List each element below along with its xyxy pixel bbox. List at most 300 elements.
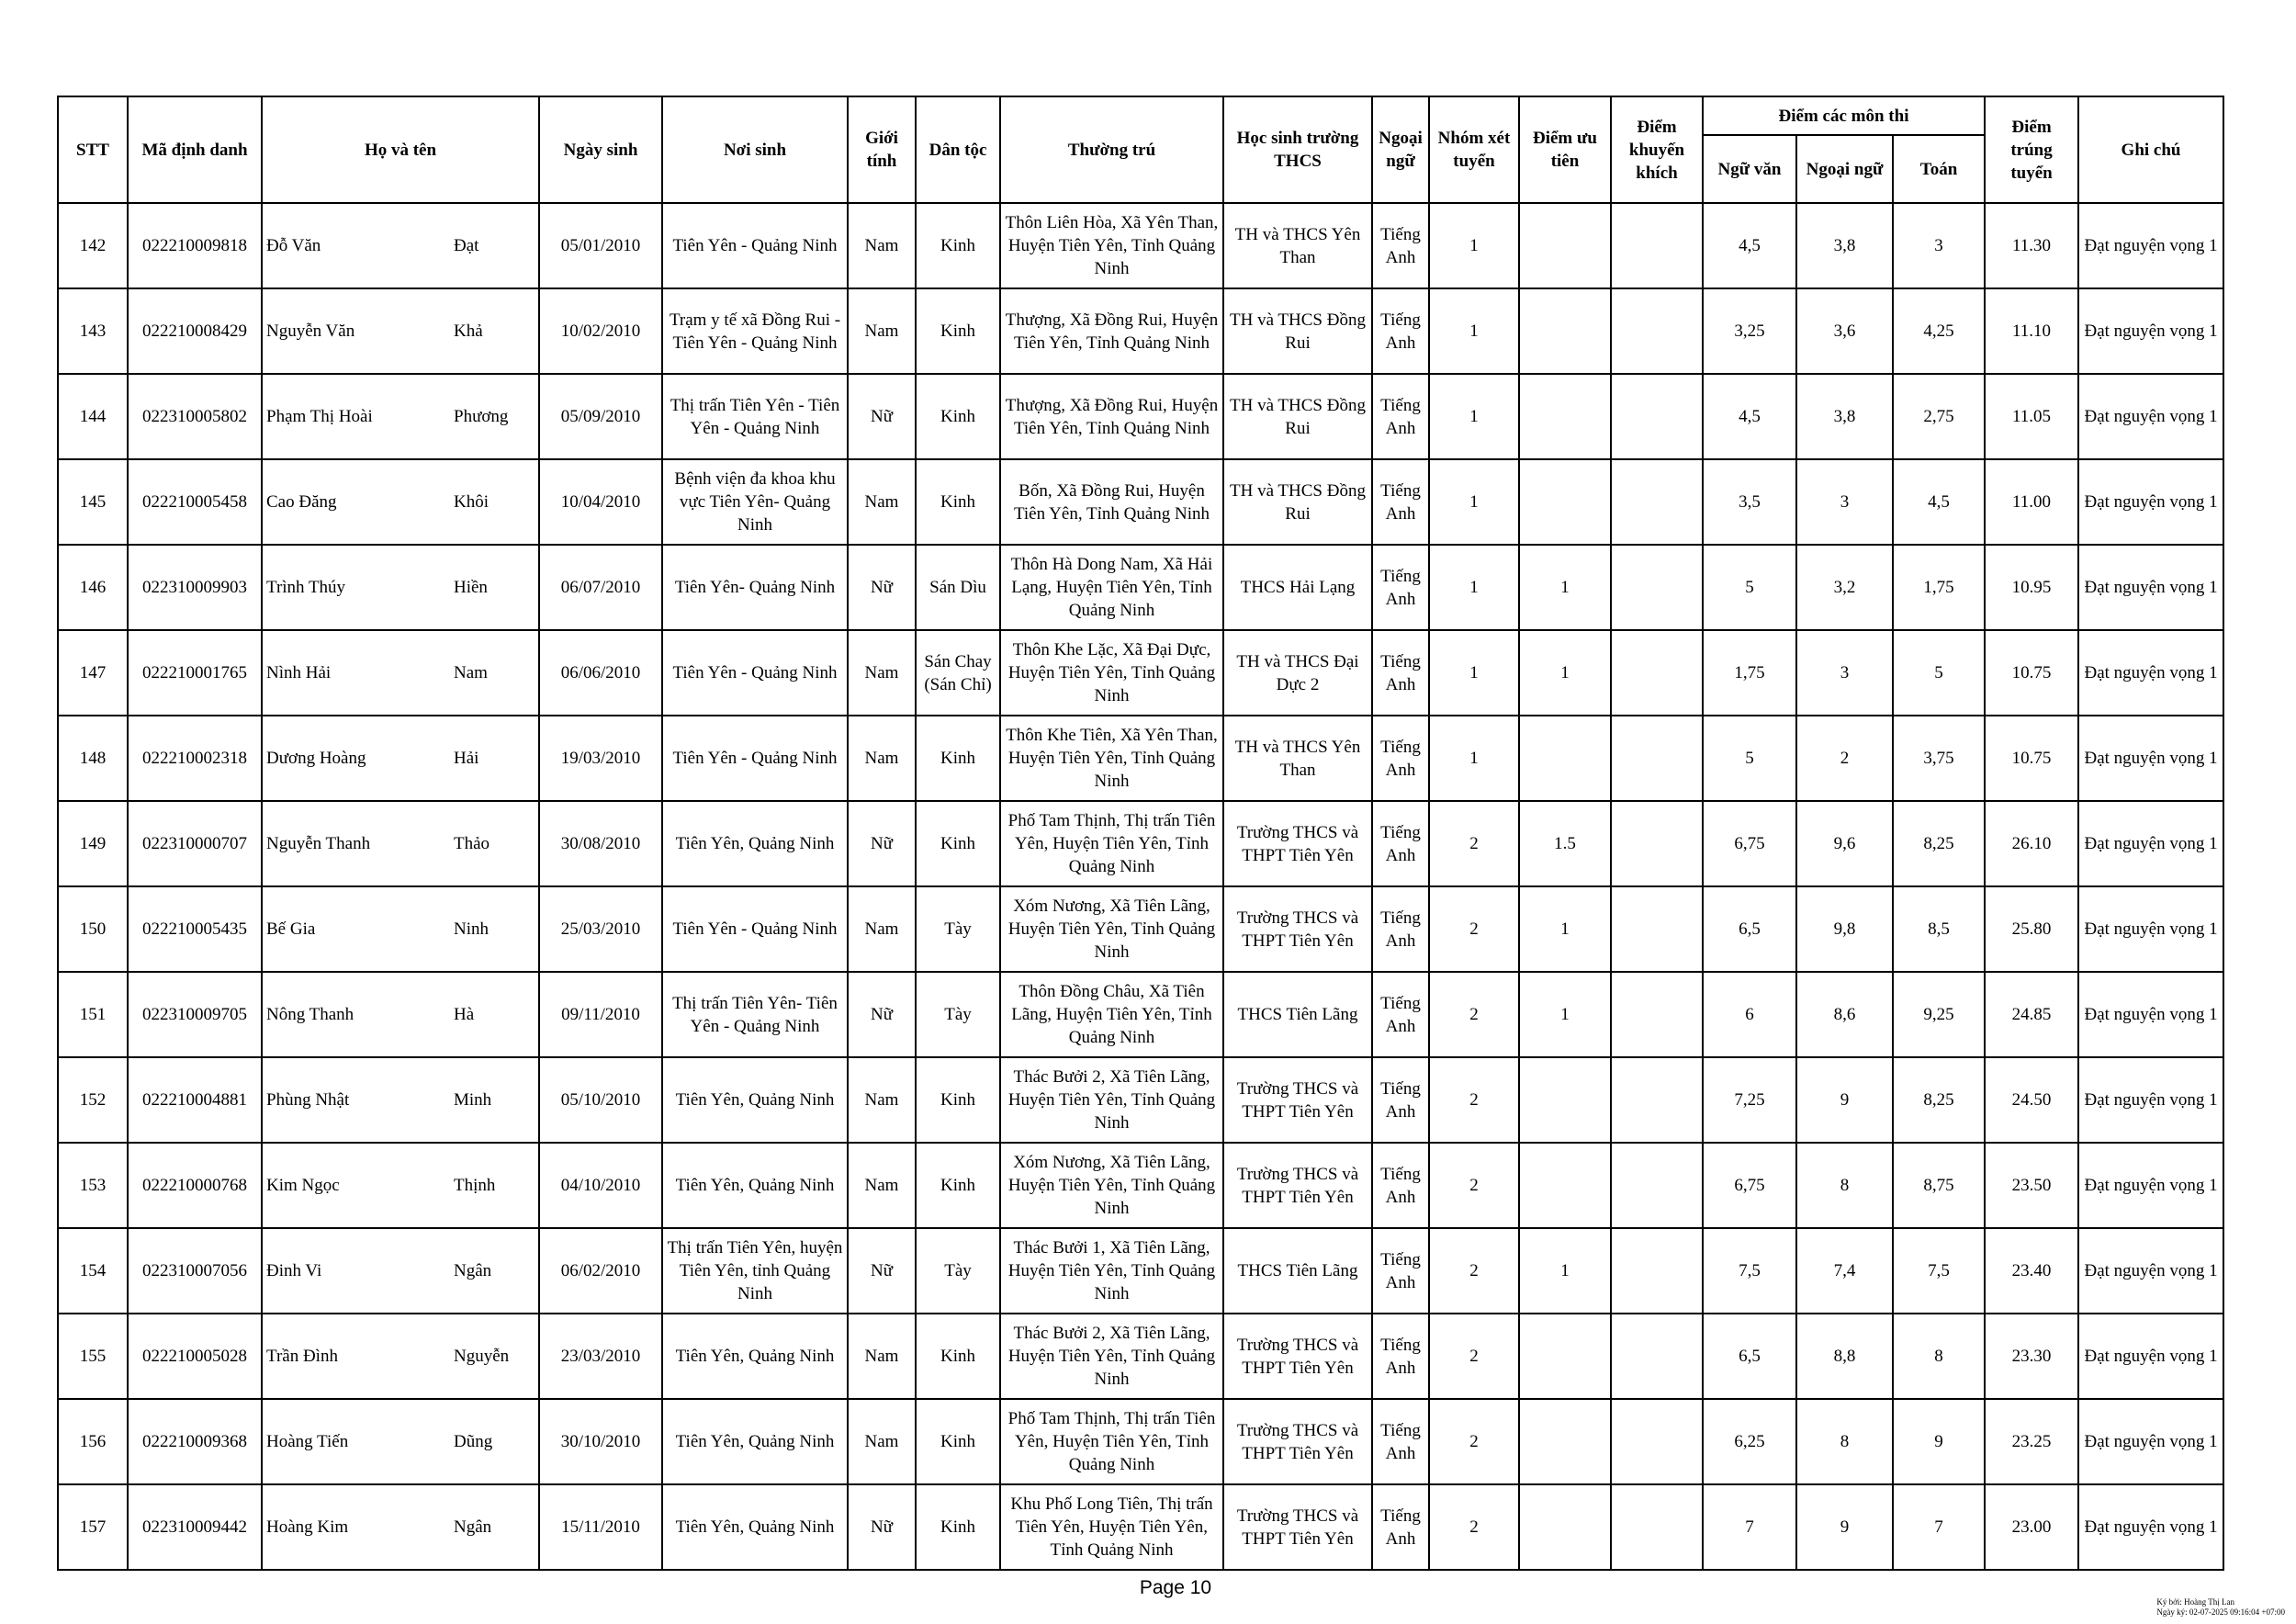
cell-stt: 144 xyxy=(58,374,128,459)
cell-language: Tiếng Anh xyxy=(1372,1484,1429,1570)
table-row xyxy=(58,288,2223,374)
cell-ethnicity: Kinh xyxy=(916,716,1000,801)
cell-id: 022310000707 xyxy=(128,801,262,886)
given-name: Nam xyxy=(454,663,488,682)
cell-birthplace: Tiên Yên - Quảng Ninh xyxy=(662,630,848,716)
cell-total: 11.00 xyxy=(1985,459,2078,545)
cell-full-name xyxy=(262,716,539,801)
cell-school: TH và THCS Đại Dực 2 xyxy=(1223,630,1372,716)
cell-foreign-language: 8 xyxy=(1796,1399,1893,1484)
cell-residence: Thác Bưởi 2, Xã Tiên Lãng, Huyện Tiên Yên, Tỉnh Quảng Ninh xyxy=(1000,1057,1223,1143)
cell-residence: Phố Tam Thịnh, Thị trấn Tiên Yên, Huyện Tiên Yên, Tỉnh Quảng Ninh xyxy=(1000,801,1223,886)
cell-note: Đạt nguyện vọng 1 xyxy=(2078,972,2223,1057)
cell-note: Đạt nguyện vọng 1 xyxy=(2078,459,2223,545)
cell-foreign-language: 9,6 xyxy=(1796,801,1893,886)
cell-language: Tiếng Anh xyxy=(1372,801,1429,886)
cell-foreign-language: 9,8 xyxy=(1796,886,1893,972)
cell-group: 1 xyxy=(1429,545,1519,630)
header-stt: STT xyxy=(58,96,128,203)
cell-ethnicity: Tày xyxy=(916,972,1000,1057)
given-name: Khôi xyxy=(454,492,489,512)
header-id: Mã định danh xyxy=(128,96,262,203)
cell-residence: Thượng, Xã Đồng Rui, Huyện Tiên Yên, Tỉnh Quảng Ninh xyxy=(1000,374,1223,459)
cell-residence: Thôn Hà Dong Nam, Xã Hải Lạng, Huyện Tiên Yên, Tỉnh Quảng Ninh xyxy=(1000,545,1223,630)
cell-gender: Nữ xyxy=(848,801,916,886)
header-full-name: Họ và tên xyxy=(262,96,539,203)
given-name: Ngân xyxy=(454,1517,492,1537)
cell-ethnicity: Kinh xyxy=(916,1484,1000,1570)
cell-ethnicity: Kinh xyxy=(916,288,1000,374)
header-exam-scores: Điểm các môn thi xyxy=(1703,96,1985,135)
cell-stt: 142 xyxy=(58,203,128,288)
cell-language: Tiếng Anh xyxy=(1372,1228,1429,1314)
cell-total: 10.95 xyxy=(1985,545,2078,630)
cell-literature: 4,5 xyxy=(1703,374,1796,459)
cell-literature: 5 xyxy=(1703,716,1796,801)
cell-priority xyxy=(1519,1314,1611,1399)
cell-math: 8,75 xyxy=(1893,1143,1985,1228)
cell-id: 022210005028 xyxy=(128,1314,262,1399)
cell-language: Tiếng Anh xyxy=(1372,630,1429,716)
cell-total: 24.50 xyxy=(1985,1057,2078,1143)
cell-group: 2 xyxy=(1429,1399,1519,1484)
cell-stt: 155 xyxy=(58,1314,128,1399)
cell-priority xyxy=(1519,203,1611,288)
cell-gender: Nam xyxy=(848,1143,916,1228)
cell-group: 2 xyxy=(1429,1314,1519,1399)
header-total: Điểm trúng tuyển xyxy=(1985,96,2078,203)
table-row xyxy=(58,545,2223,630)
cell-literature: 3,25 xyxy=(1703,288,1796,374)
cell-stt: 148 xyxy=(58,716,128,801)
table-row xyxy=(58,630,2223,716)
cell-ethnicity: Kinh xyxy=(916,1057,1000,1143)
cell-birthplace: Trạm y tế xã Đồng Rui - Tiên Yên - Quảng Ninh xyxy=(662,288,848,374)
surname: Hoàng Tiến xyxy=(266,1432,349,1451)
cell-dob: 05/09/2010 xyxy=(539,374,662,459)
cell-gender: Nam xyxy=(848,1057,916,1143)
cell-total: 24.85 xyxy=(1985,972,2078,1057)
cell-gender: Nam xyxy=(848,459,916,545)
cell-id: 022210009818 xyxy=(128,203,262,288)
cell-math: 5 xyxy=(1893,630,1985,716)
cell-note: Đạt nguyện vọng 1 xyxy=(2078,1057,2223,1143)
cell-bonus xyxy=(1611,1399,1703,1484)
cell-school: TH và THCS Yên Than xyxy=(1223,203,1372,288)
cell-literature: 6,75 xyxy=(1703,801,1796,886)
cell-bonus xyxy=(1611,1484,1703,1570)
cell-ethnicity: Kinh xyxy=(916,459,1000,545)
cell-literature: 4,5 xyxy=(1703,203,1796,288)
surname: Nình Hải xyxy=(266,663,332,682)
cell-priority xyxy=(1519,1057,1611,1143)
table-row xyxy=(58,972,2223,1057)
table-header xyxy=(58,96,2223,203)
given-name: Hiền xyxy=(454,578,488,597)
cell-ethnicity: Kinh xyxy=(916,203,1000,288)
cell-math: 9,25 xyxy=(1893,972,1985,1057)
cell-dob: 19/03/2010 xyxy=(539,716,662,801)
header-ethnicity: Dân tộc xyxy=(916,96,1000,203)
cell-foreign-language: 7,4 xyxy=(1796,1228,1893,1314)
table-body xyxy=(58,203,2223,1570)
cell-birthplace: Tiên Yên - Quảng Ninh xyxy=(662,203,848,288)
table-row xyxy=(58,203,2223,288)
surname: Kim Ngọc xyxy=(266,1176,340,1195)
cell-residence: Khu Phố Long Tiên, Thị trấn Tiên Yên, Huyện Tiên Yên, Tỉnh Quảng Ninh xyxy=(1000,1484,1223,1570)
cell-residence: Thôn Liên Hòa, Xã Yên Than, Huyện Tiên Yên, Tỉnh Quảng Ninh xyxy=(1000,203,1223,288)
header-residence: Thường trú xyxy=(1000,96,1223,203)
cell-group: 2 xyxy=(1429,1228,1519,1314)
cell-math: 8,5 xyxy=(1893,886,1985,972)
cell-group: 1 xyxy=(1429,203,1519,288)
surname: Cao Đăng xyxy=(266,492,337,512)
cell-priority: 1 xyxy=(1519,545,1611,630)
cell-math: 7 xyxy=(1893,1484,1985,1570)
cell-dob: 06/02/2010 xyxy=(539,1228,662,1314)
cell-id: 022310009442 xyxy=(128,1484,262,1570)
cell-gender: Nam xyxy=(848,1314,916,1399)
cell-language: Tiếng Anh xyxy=(1372,545,1429,630)
cell-school: TH và THCS Đồng Rui xyxy=(1223,459,1372,545)
cell-id: 022210008429 xyxy=(128,288,262,374)
given-name: Đạt xyxy=(454,236,479,255)
cell-id: 022210000768 xyxy=(128,1143,262,1228)
cell-birthplace: Tiên Yên, Quảng Ninh xyxy=(662,801,848,886)
cell-literature: 6,5 xyxy=(1703,886,1796,972)
cell-priority xyxy=(1519,1143,1611,1228)
cell-math: 3,75 xyxy=(1893,716,1985,801)
cell-note: Đạt nguyện vọng 1 xyxy=(2078,801,2223,886)
cell-full-name xyxy=(262,203,539,288)
cell-group: 1 xyxy=(1429,716,1519,801)
given-name: Nguyễn xyxy=(454,1347,510,1366)
cell-total: 10.75 xyxy=(1985,716,2078,801)
cell-foreign-language: 2 xyxy=(1796,716,1893,801)
signed-by: Ký bởi: Hoàng Thị Lan xyxy=(2156,1597,2235,1607)
cell-foreign-language: 3 xyxy=(1796,630,1893,716)
table-row xyxy=(58,1143,2223,1228)
cell-priority: 1 xyxy=(1519,1228,1611,1314)
cell-dob: 23/03/2010 xyxy=(539,1314,662,1399)
cell-literature: 7,5 xyxy=(1703,1228,1796,1314)
cell-total: 23.40 xyxy=(1985,1228,2078,1314)
cell-dob: 15/11/2010 xyxy=(539,1484,662,1570)
cell-bonus xyxy=(1611,459,1703,545)
cell-dob: 09/11/2010 xyxy=(539,972,662,1057)
cell-gender: Nữ xyxy=(848,972,916,1057)
table-row xyxy=(58,374,2223,459)
cell-priority xyxy=(1519,459,1611,545)
cell-gender: Nữ xyxy=(848,545,916,630)
cell-literature: 7,25 xyxy=(1703,1057,1796,1143)
cell-stt: 150 xyxy=(58,886,128,972)
cell-language: Tiếng Anh xyxy=(1372,288,1429,374)
surname: Đỗ Văn xyxy=(266,236,321,255)
given-name: Ngân xyxy=(454,1261,492,1280)
cell-ethnicity: Kinh xyxy=(916,1314,1000,1399)
cell-bonus xyxy=(1611,288,1703,374)
header-school: Học sinh trường THCS xyxy=(1223,96,1372,203)
cell-group: 1 xyxy=(1429,288,1519,374)
cell-language: Tiếng Anh xyxy=(1372,886,1429,972)
cell-language: Tiếng Anh xyxy=(1372,1399,1429,1484)
cell-bonus xyxy=(1611,716,1703,801)
cell-priority: 1.5 xyxy=(1519,801,1611,886)
cell-bonus xyxy=(1611,545,1703,630)
cell-full-name xyxy=(262,886,539,972)
cell-math: 8,25 xyxy=(1893,1057,1985,1143)
cell-full-name xyxy=(262,1484,539,1570)
cell-total: 11.05 xyxy=(1985,374,2078,459)
cell-priority xyxy=(1519,288,1611,374)
cell-stt: 156 xyxy=(58,1399,128,1484)
cell-full-name xyxy=(262,545,539,630)
cell-stt: 154 xyxy=(58,1228,128,1314)
cell-ethnicity: Kinh xyxy=(916,801,1000,886)
header-foreign-language: Ngoại ngữ xyxy=(1796,135,1893,203)
cell-birthplace: Thị trấn Tiên Yên- Tiên Yên - Quảng Ninh xyxy=(662,972,848,1057)
cell-priority xyxy=(1519,716,1611,801)
cell-full-name xyxy=(262,288,539,374)
surname: Nguyễn Văn xyxy=(266,321,355,341)
cell-group: 2 xyxy=(1429,1057,1519,1143)
cell-dob: 05/10/2010 xyxy=(539,1057,662,1143)
cell-bonus xyxy=(1611,1143,1703,1228)
cell-ethnicity: Sán Dìu xyxy=(916,545,1000,630)
cell-id: 022210009368 xyxy=(128,1399,262,1484)
signed-date: Ngày ký: 02-07-2025 09:16:04 +07:00 xyxy=(2156,1607,2285,1617)
cell-stt: 146 xyxy=(58,545,128,630)
given-name: Minh xyxy=(454,1090,492,1110)
header-dob: Ngày sinh xyxy=(539,96,662,203)
cell-foreign-language: 3,6 xyxy=(1796,288,1893,374)
cell-language: Tiếng Anh xyxy=(1372,1143,1429,1228)
cell-full-name xyxy=(262,459,539,545)
cell-dob: 06/07/2010 xyxy=(539,545,662,630)
cell-foreign-language: 3 xyxy=(1796,459,1893,545)
cell-literature: 7 xyxy=(1703,1484,1796,1570)
cell-ethnicity: Sán Chay (Sán Chỉ) xyxy=(916,630,1000,716)
cell-foreign-language: 3,2 xyxy=(1796,545,1893,630)
cell-foreign-language: 8,8 xyxy=(1796,1314,1893,1399)
cell-school: Trường THCS và THPT Tiên Yên xyxy=(1223,1143,1372,1228)
cell-note: Đạt nguyện vọng 1 xyxy=(2078,288,2223,374)
cell-bonus xyxy=(1611,630,1703,716)
cell-id: 022210004881 xyxy=(128,1057,262,1143)
cell-full-name xyxy=(262,1143,539,1228)
table-row xyxy=(58,716,2223,801)
cell-residence: Thôn Đồng Châu, Xã Tiên Lãng, Huyện Tiên Yên, Tỉnh Quảng Ninh xyxy=(1000,972,1223,1057)
cell-birthplace: Tiên Yên, Quảng Ninh xyxy=(662,1484,848,1570)
cell-stt: 145 xyxy=(58,459,128,545)
cell-note: Đạt nguyện vọng 1 xyxy=(2078,1314,2223,1399)
cell-bonus xyxy=(1611,1228,1703,1314)
given-name: Dũng xyxy=(454,1432,493,1451)
table-row xyxy=(58,1314,2223,1399)
cell-bonus xyxy=(1611,1314,1703,1399)
cell-group: 2 xyxy=(1429,972,1519,1057)
given-name: Ninh xyxy=(454,919,489,939)
header-bonus: Điểm khuyến khích xyxy=(1611,96,1703,203)
cell-note: Đạt nguyện vọng 1 xyxy=(2078,1484,2223,1570)
cell-dob: 30/10/2010 xyxy=(539,1399,662,1484)
cell-total: 25.80 xyxy=(1985,886,2078,972)
cell-note: Đạt nguyện vọng 1 xyxy=(2078,374,2223,459)
cell-total: 23.25 xyxy=(1985,1399,2078,1484)
cell-birthplace: Tiên Yên, Quảng Ninh xyxy=(662,1399,848,1484)
cell-note: Đạt nguyện vọng 1 xyxy=(2078,545,2223,630)
cell-id: 022210005435 xyxy=(128,886,262,972)
cell-math: 2,75 xyxy=(1893,374,1985,459)
cell-dob: 05/01/2010 xyxy=(539,203,662,288)
cell-school: Trường THCS và THPT Tiên Yên xyxy=(1223,801,1372,886)
header-note: Ghi chú xyxy=(2078,96,2223,203)
cell-total: 26.10 xyxy=(1985,801,2078,886)
given-name: Hải xyxy=(454,749,479,768)
cell-full-name xyxy=(262,374,539,459)
cell-birthplace: Tiên Yên, Quảng Ninh xyxy=(662,1314,848,1399)
given-name: Khả xyxy=(454,321,483,341)
table-row xyxy=(58,459,2223,545)
cell-residence: Thác Bưởi 1, Xã Tiên Lãng, Huyện Tiên Yên, Tỉnh Quảng Ninh xyxy=(1000,1228,1223,1314)
surname: Phùng Nhật xyxy=(266,1090,350,1110)
cell-gender: Nữ xyxy=(848,1228,916,1314)
cell-bonus xyxy=(1611,972,1703,1057)
cell-foreign-language: 8 xyxy=(1796,1143,1893,1228)
cell-school: Trường THCS và THPT Tiên Yên xyxy=(1223,1057,1372,1143)
cell-math: 1,75 xyxy=(1893,545,1985,630)
cell-ethnicity: Tày xyxy=(916,886,1000,972)
cell-group: 2 xyxy=(1429,801,1519,886)
cell-priority xyxy=(1519,374,1611,459)
cell-ethnicity: Kinh xyxy=(916,1399,1000,1484)
cell-full-name xyxy=(262,1057,539,1143)
cell-full-name xyxy=(262,1228,539,1314)
surname: Nguyễn Thanh xyxy=(266,834,371,853)
cell-bonus xyxy=(1611,1057,1703,1143)
cell-literature: 6,75 xyxy=(1703,1143,1796,1228)
cell-residence: Thôn Khe Tiên, Xã Yên Than, Huyện Tiên Yên, Tỉnh Quảng Ninh xyxy=(1000,716,1223,801)
given-name: Hà xyxy=(454,1005,475,1024)
cell-id: 022210002318 xyxy=(128,716,262,801)
cell-foreign-language: 9 xyxy=(1796,1484,1893,1570)
cell-literature: 3,5 xyxy=(1703,459,1796,545)
cell-school: Trường THCS và THPT Tiên Yên xyxy=(1223,1314,1372,1399)
cell-stt: 143 xyxy=(58,288,128,374)
cell-residence: Thôn Khe Lặc, Xã Đại Dực, Huyện Tiên Yên, Tỉnh Quảng Ninh xyxy=(1000,630,1223,716)
cell-literature: 6 xyxy=(1703,972,1796,1057)
cell-stt: 151 xyxy=(58,972,128,1057)
cell-priority xyxy=(1519,1399,1611,1484)
cell-language: Tiếng Anh xyxy=(1372,1314,1429,1399)
cell-math: 4,5 xyxy=(1893,459,1985,545)
cell-foreign-language: 9 xyxy=(1796,1057,1893,1143)
cell-birthplace: Tiên Yên - Quảng Ninh xyxy=(662,886,848,972)
cell-math: 8 xyxy=(1893,1314,1985,1399)
cell-id: 022310007056 xyxy=(128,1228,262,1314)
header-gender: Giới tính xyxy=(848,96,916,203)
cell-ethnicity: Kinh xyxy=(916,374,1000,459)
cell-group: 1 xyxy=(1429,630,1519,716)
cell-gender: Nam xyxy=(848,630,916,716)
cell-residence: Phố Tam Thịnh, Thị trấn Tiên Yên, Huyện Tiên Yên, Tỉnh Quảng Ninh xyxy=(1000,1399,1223,1484)
cell-literature: 6,25 xyxy=(1703,1399,1796,1484)
cell-birthplace: Tiên Yên, Quảng Ninh xyxy=(662,1143,848,1228)
cell-language: Tiếng Anh xyxy=(1372,459,1429,545)
cell-stt: 157 xyxy=(58,1484,128,1570)
cell-foreign-language: 3,8 xyxy=(1796,374,1893,459)
cell-group: 2 xyxy=(1429,1484,1519,1570)
cell-total: 11.30 xyxy=(1985,203,2078,288)
header-priority: Điểm ưu tiên xyxy=(1519,96,1611,203)
cell-bonus xyxy=(1611,886,1703,972)
header-literature: Ngữ văn xyxy=(1703,135,1796,203)
cell-residence: Bốn, Xã Đồng Rui, Huyện Tiên Yên, Tỉnh Quảng Ninh xyxy=(1000,459,1223,545)
cell-note: Đạt nguyện vọng 1 xyxy=(2078,1399,2223,1484)
cell-gender: Nam xyxy=(848,288,916,374)
surname: Nông Thanh xyxy=(266,1005,355,1024)
cell-birthplace: Tiên Yên, Quảng Ninh xyxy=(662,1057,848,1143)
cell-id: 022310009903 xyxy=(128,545,262,630)
cell-dob: 04/10/2010 xyxy=(539,1143,662,1228)
cell-stt: 153 xyxy=(58,1143,128,1228)
cell-school: THCS Tiên Lãng xyxy=(1223,1228,1372,1314)
cell-full-name xyxy=(262,801,539,886)
cell-school: TH và THCS Đồng Rui xyxy=(1223,288,1372,374)
cell-stt: 147 xyxy=(58,630,128,716)
surname: Phạm Thị Hoài xyxy=(266,407,373,426)
cell-full-name xyxy=(262,1314,539,1399)
header-group: Nhóm xét tuyển xyxy=(1429,96,1519,203)
cell-school: Trường THCS và THPT Tiên Yên xyxy=(1223,1399,1372,1484)
cell-full-name xyxy=(262,630,539,716)
table-row xyxy=(58,1057,2223,1143)
cell-language: Tiếng Anh xyxy=(1372,374,1429,459)
cell-math: 8,25 xyxy=(1893,801,1985,886)
cell-id: 022310005802 xyxy=(128,374,262,459)
cell-note: Đạt nguyện vọng 1 xyxy=(2078,886,2223,972)
admission-results-table xyxy=(57,96,2224,1571)
cell-dob: 10/04/2010 xyxy=(539,459,662,545)
table-row xyxy=(58,1484,2223,1570)
cell-literature: 1,75 xyxy=(1703,630,1796,716)
digital-signature xyxy=(2156,1597,2285,1618)
cell-gender: Nam xyxy=(848,1399,916,1484)
cell-note: Đạt nguyện vọng 1 xyxy=(2078,1143,2223,1228)
cell-birthplace: Thị trấn Tiên Yên - Tiên Yên - Quảng Ninh xyxy=(662,374,848,459)
cell-note: Đạt nguyện vọng 1 xyxy=(2078,203,2223,288)
cell-stt: 152 xyxy=(58,1057,128,1143)
table-row xyxy=(58,1399,2223,1484)
surname: Dương Hoàng xyxy=(266,749,366,768)
cell-school: TH và THCS Đồng Rui xyxy=(1223,374,1372,459)
cell-total: 10.75 xyxy=(1985,630,2078,716)
cell-priority xyxy=(1519,1484,1611,1570)
table-row xyxy=(58,801,2223,886)
cell-birthplace: Bệnh viện đa khoa khu vực Tiên Yên- Quảng Ninh xyxy=(662,459,848,545)
cell-bonus xyxy=(1611,801,1703,886)
cell-priority: 1 xyxy=(1519,630,1611,716)
cell-total: 11.10 xyxy=(1985,288,2078,374)
cell-bonus xyxy=(1611,374,1703,459)
table-row xyxy=(58,886,2223,972)
cell-dob: 30/08/2010 xyxy=(539,801,662,886)
cell-residence: Xóm Nương, Xã Tiên Lãng, Huyện Tiên Yên, Tỉnh Quảng Ninh xyxy=(1000,1143,1223,1228)
cell-group: 2 xyxy=(1429,1143,1519,1228)
cell-group: 1 xyxy=(1429,459,1519,545)
cell-school: Trường THCS và THPT Tiên Yên xyxy=(1223,1484,1372,1570)
